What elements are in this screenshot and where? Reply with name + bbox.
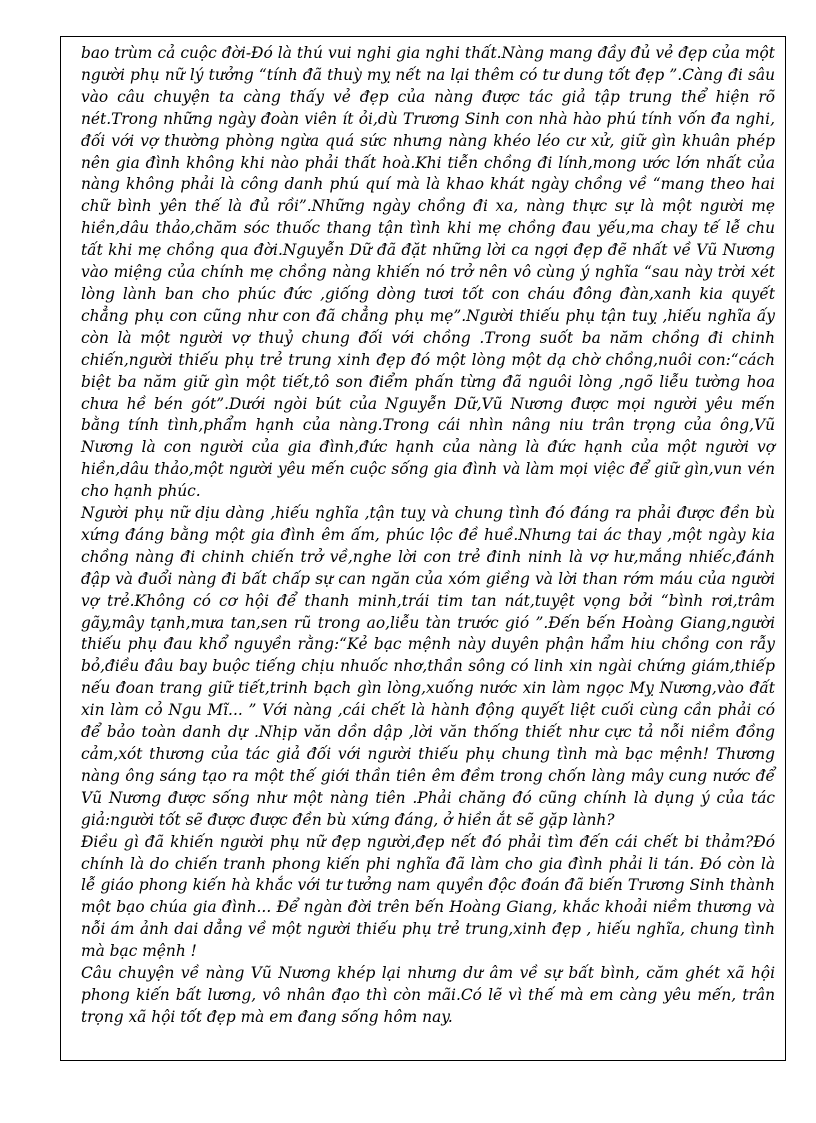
paragraph-1: bao trùm cả cuộc đời-Đó là thú vui nghi gia nghi thất.Nàng mang đầy đủ vẻ đẹp của một người phụ nữ lý tưởng “tính đã thuỳ mỵ nết na lại thêm có tư dung tốt đẹp ”.Càng đi sâu vào câu chuyện ta càng thấy vẻ đẹp của nàng được tác giả tập trung thể hiện rõ nét.Trong những ngày đoàn viên ít ỏi,dù Trương Sinh con nhà hào phú tính vốn đa nghi, đối với vợ thường phòng ngừa quá sức nhưng nàng khéo léo cư xử, giữ gìn khuân phép nên gia đình không khi nào phải thất hoà.Khi tiễn chồng đi lính,mong ước lớn nhất của nàng không phải là công danh phú quí mà là khao khát ngày chồng về “mang theo hai chữ bình yên thế là đủ rồi”.Những ngày chồng đi xa, nàng thực sự là một người mẹ hiền,dâu thảo,chăm sóc thuốc thang tận tình khi mẹ chồng đau yếu,ma chay tế lễ chu tất khi mẹ chồng qua đời.Nguyễn Dữ đã đặt những lời ca ngợi đẹp đẽ nhất về Vũ Nương vào miệng của chính mẹ chồng nàng khiến nó trở nên vô cùng ý nghĩa “sau này trời xét lòng lành ban cho phúc đức ,giống dòng tươi tốt con cháu đông đàn,xanh kia quyết chẳng phụ con cũng như con đã chẳng phụ mẹ”.Người thiếu phụ tận tuỵ ,hiếu nghĩa ấy còn là một người vợ thuỷ chung đối với chồng .Trong suốt ba năm chồng đi chinh chiến,người thiếu phụ trẻ trung xinh đẹp đó một lòng một dạ chờ chồng,nuôi con:“cách biệt ba năm giữ gìn một tiết,tô son điểm phấn từng đã nguôi lòng ,ngõ liễu tường hoa chưa hề bén gót”.Dưới ngòi bút của Nguyễn Dữ,Vũ Nương được mọi người yêu mến bằng tính tình,phẩm hạnh của nàng.Trong cái nhìn nâng niu trân trọng của ông,Vũ Nương là con người của gia đình,đức hạnh của nàng là đức hạnh của một người vợ hiền,dâu thảo,một người yêu mến cuộc sống gia đình và làm mọi việc để giữ gìn,vun vén cho hạnh phúc. [81,44,775,501]
paragraph-4: Câu chuyện về nàng Vũ Nương khép lại nhưng dư âm về sự bất bình, căm ghét xã hội phong kiến bất lương, vô nhân đạo thì còn mãi.Có lẽ vì thế mà em càng yêu mến, trân trọng xã hội tốt đẹp mà em đang sống hôm nay. [81,964,775,1026]
paragraph-2: Người phụ nữ dịu dàng ,hiếu nghĩa ,tận tuỵ và chung tình đó đáng ra phải được đền bù xứng đáng bằng một gia đình êm ấm, phúc lộc đề huề.Nhưng tai ác thay ,một ngày kia chồng nàng đi chinh chiến trở về,nghe lời con trẻ đinh ninh là vợ hư,mắng nhiếc,đánh đập và đuổi nàng đi bất chấp sự can ngăn của xóm giềng và lời than rớm máu của người vợ trẻ.Không có cơ hội để thanh minh,trái tim tan nát,tuyệt vọng bởi “bình rơi,trâm gãy,mây tạnh,mưa tan,sen rũ trong ao,liễu tàn trước gió ”.Đến bến Hoàng Giang,người thiếu phụ đau khổ nguyền rằng:“Kẻ bạc mệnh này duyên phận hẩm hiu chồng con rẫy bỏ,điều đâu bay buộc tiếng chịu nhuốc nhơ,thần sông có linh xin ngài chứng giám,thiếp nếu đoan trang giữ tiết,trinh bạch gìn lòng,xuống nước xin làm ngọc Mỵ Nương,vào đất xin làm cỏ Ngu Mĩ... ” Với nàng ,cái chết là hành động quyết liệt cuối cùng cần phải có để bảo toàn danh dự .Nhịp văn dồn dập ,lời văn thống thiết như cực tả nỗi niềm đồng cảm,xót thương của tác giả đối với người thiếu phụ chung tình mà bạc mệnh! Thương nàng ông sáng tạo ra một thế giới thần tiên êm đềm trong chốn làng mây cung nước để Vũ Nương được sống như một nàng tiên .Phải chăng đó cũng chính là dụng ý của tác giả:người tốt sẽ được được đền bù xứng đáng, ở hiền ắt sẽ gặp lành? [81,504,775,829]
page-border [60,36,786,1061]
essay-body [81,43,775,1029]
paragraph-3: Điều gì đã khiến người phụ nữ đẹp người,đẹp nết đó phải tìm đến cái chết bi thảm?Đó chính là do chiến tranh phong kiến phi nghĩa đã làm cho gia đình phải li tán. Đó còn là lễ giáo phong kiến hà khắc với tư tưởng nam quyền độc đoán đã biến Trương Sinh thành một bạo chúa gia đình... Để ngàn đời trên bến Hoàng Giang, khắc khoải niềm thương và nỗi ám ảnh dai dẳng về một người thiếu phụ trẻ trung,xinh đẹp , hiếu nghĩa, chung tình mà bạc mệnh ! [81,832,775,961]
